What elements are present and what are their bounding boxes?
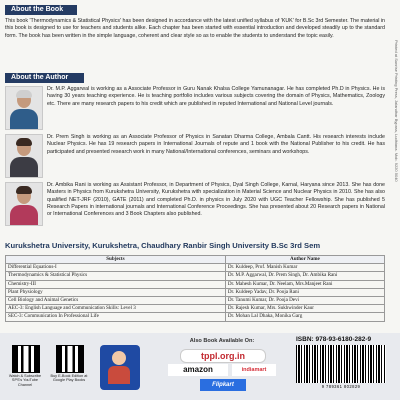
- isbn-text: ISBN: 978-93-6180-282-9: [296, 336, 372, 343]
- subject-cell: Differential Equations-I: [6, 264, 226, 272]
- isbn-barcode: [296, 345, 386, 383]
- author-photo: [5, 182, 43, 226]
- subject-cell: Cell Biology and Animal Genetics: [6, 297, 226, 305]
- subject-cell: SEC-3: Communication In Professional Life: [6, 313, 226, 321]
- author-photo: [5, 134, 43, 178]
- author-bio: Dr. Ambika Rani is working as Assistant Professor, in Department of Physics, Dyal Singh College, Karnal, Haryana since 2013. She has done Masters in Physics from Kurukshetra University, Kurukshetra with specialization in Material Science and Nuclear Physics in 2010. She has also qualified NET-JRF (2010), GATE (2011) and completed Ph.D. in physics in July 2020 with UGC Teacher Fellowship. She has published 5 Research Papers in international journals and International Conference Proceedings. She has presented about 20 Research papers in National or International Conferences and 3 Book Chapters also published.: [47, 182, 385, 218]
- indiamart-logo[interactable]: indiamart: [232, 364, 276, 376]
- about-book-heading: About the Book: [5, 5, 77, 15]
- table-header-author: Author Name: [225, 256, 384, 264]
- barcode-number: 9 789361 802829: [321, 384, 361, 389]
- author-cell: Dr. Kuldeep Yadav, Dr. Pooja Rani: [225, 288, 384, 296]
- table-row: [6, 264, 385, 272]
- author-bio: Dr. M.P. Aggarwal is working as a Associate Professor in Guru Nanak Khalsa College Yamunanagar. He has completed Ph.D in Physics. He is having 30 years teaching experience. He is teaching portfolio includes various subjects covering the domain of Physics, Mathematics, Zoology etc. There are many research papers to his credit which are published in reputed International and National Level journals.: [47, 86, 385, 107]
- author-bio: Dr. Prem Singh is working as an Associate Professor of Physics in Sanatan Dharma College, Ambala Cantt. His research interests include Nuclear Physics. He has 19 research papers in International Journals of repute and 1 book with the National Publisher to his credit. He has participated and presented research work in many National/International conferences, seminars and workshops.: [47, 134, 385, 155]
- youtube-qr-code[interactable]: [12, 345, 40, 373]
- author-cell: Dr. Tanumi Kumar, Dr. Pooja Devi: [225, 297, 384, 305]
- table-header-row: [6, 256, 385, 264]
- author-photo: [5, 86, 43, 130]
- author-cell: Dr. M.P. Aggarwal, Dr. Prem Singh, Dr. Ambika Rani: [225, 272, 384, 280]
- table-header-subjects: Subjects: [6, 256, 226, 264]
- author-cell: Dr. Mohan Lal Dhaka, Monika Garg: [225, 313, 384, 321]
- author-cell: Dr. Kuldeep, Prof. Manish Kumar: [225, 264, 384, 272]
- about-author-heading: About the Author: [5, 73, 84, 83]
- table-row: [6, 305, 385, 313]
- subject-cell: AEC-3: English Language and Communication Skills: Level 3: [6, 305, 226, 313]
- author-cell: Dr. Rajesh Kumar, Mrs. Sukhwinder Kaur: [225, 305, 384, 313]
- subject-cell: Chemistry-III: [6, 280, 226, 288]
- author-cell: Dr. Mahesh Kumar, Dr. Neelam, Mrs.Manjeet Rani: [225, 280, 384, 288]
- printer-imprint: Printed at Sunrise Printing Press, Jalandhar Bypass, Ludhiana. Mob. 9220 5040: [394, 40, 399, 182]
- flipkart-logo[interactable]: Flipkart: [200, 379, 246, 391]
- website-link[interactable]: tppl.org.in: [180, 349, 266, 363]
- play-books-qr-code[interactable]: [56, 345, 84, 373]
- also-available-label: Also Book Available On:: [189, 338, 255, 344]
- amazon-logo[interactable]: amazon: [168, 364, 228, 376]
- subject-cell: Thermodynamics & Statistical Physics: [6, 272, 226, 280]
- table-row: [6, 313, 385, 321]
- subject-cell: Plant Physiology: [6, 288, 226, 296]
- table-row: [6, 288, 385, 296]
- youtube-qr-caption: Watch & Subscribe SPS's YouTube Channel: [8, 374, 42, 387]
- play-books-qr-caption: Buy E-Book Edition at Google Play Books: [50, 374, 88, 383]
- table-row: [6, 297, 385, 305]
- students-illustration: [100, 345, 140, 390]
- subjects-table: [5, 255, 385, 322]
- table-row: [6, 280, 385, 288]
- university-heading: Kurukshetra University, Kurukshetra, Chaudhary Ranbir Singh University B.Sc 3rd Sem: [5, 241, 321, 250]
- about-book-text: This book 'Thermodynamics & Statistical Physics' has been designed in accordance with the latest unified syllabus of 'KUK' for B.Sc 3rd Semester. The material in this book is designed to use for teachers and students alike. Each chapter has been started with essential introduction and developed steadily up to the standard form. The book has been written in the simple language, coherent and clear style so as to enable the students to understand the topic easily.: [5, 18, 385, 39]
- table-row: [6, 272, 385, 280]
